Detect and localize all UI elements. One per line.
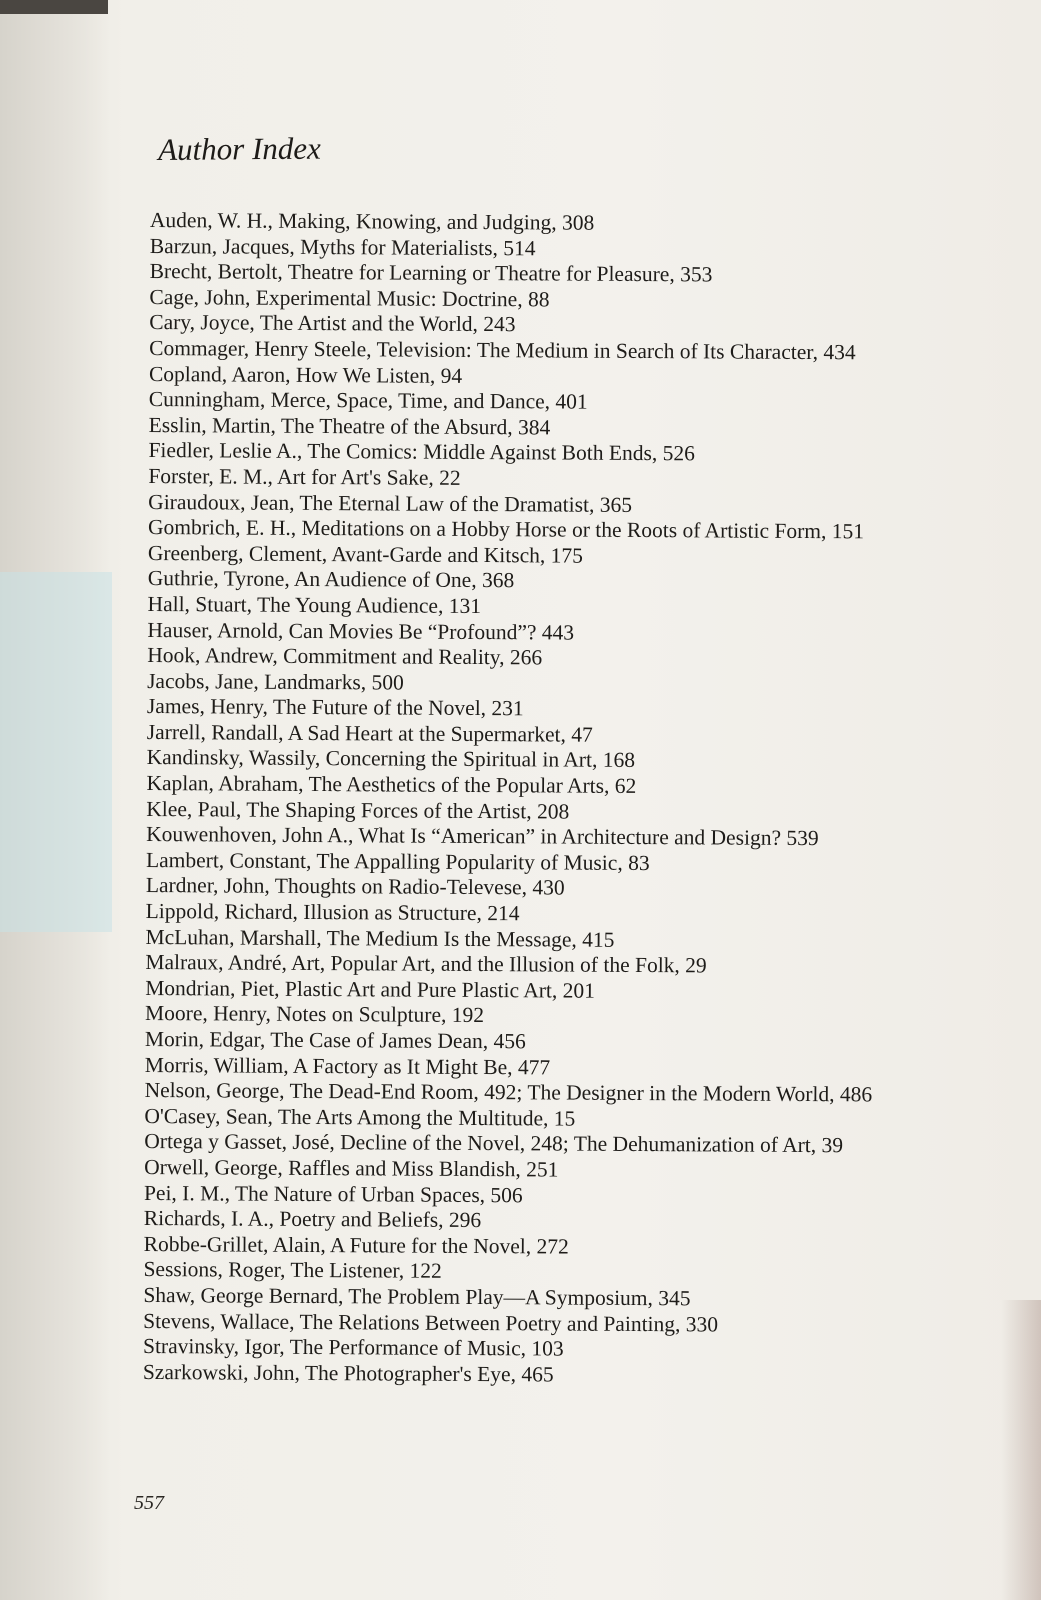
index-entry: James, Henry, The Future of the Novel, 231 — [146, 694, 524, 721]
page-edge-shadow — [1001, 1300, 1041, 1600]
index-entry: Shaw, George Bernard, The Problem Play—A Symposium, 345 — [143, 1282, 691, 1311]
index-entry: Morris, William, A Factory as It Might Be, 477 — [144, 1052, 551, 1080]
index-entry: Hauser, Arnold, Can Movies Be “Profound”? 443 — [147, 617, 575, 645]
index-entry: Cary, Joyce, The Artist and the World, 243 — [149, 310, 516, 337]
index-entry: Morin, Edgar, The Case of James Dean, 456 — [144, 1026, 526, 1054]
index-entry: Guthrie, Tyrone, An Audience of One, 368 — [147, 566, 515, 593]
index-entry: Stevens, Wallace, The Relations Between Poetry and Painting, 330 — [143, 1308, 719, 1337]
page-number: 557 — [134, 1492, 164, 1514]
index-entry: Ortega y Gasset, José, Decline of the Novel, 248; The Dehumanization of Art, 39 — [144, 1129, 844, 1158]
index-entry: Cage, John, Experimental Music: Doctrine, 88 — [149, 284, 550, 312]
index-entry: Mondrian, Piet, Plastic Art and Pure Plastic Art, 201 — [145, 975, 595, 1003]
index-entry: Kaplan, Abraham, The Aesthetics of the Popular Arts, 62 — [146, 771, 637, 799]
index-entry: Esslin, Martin, The Theatre of the Absurd, 384 — [148, 412, 551, 440]
index-entry: Robbe-Grillet, Alain, A Future for the Novel, 272 — [143, 1231, 569, 1259]
index-entry: Nelson, George, The Dead-End Room, 492; The Designer in the Modern World, 486 — [144, 1078, 873, 1107]
dark-margin-strip — [0, 0, 108, 14]
index-entry: Lippold, Richard, Illusion as Structure, 214 — [145, 899, 520, 926]
index-entry: Barzun, Jacques, Myths for Materialists, 514 — [149, 233, 536, 260]
index-entry: Szarkowski, John, The Photographer's Eye, 465 — [142, 1359, 554, 1387]
color-tint-area — [0, 572, 112, 932]
index-entry: Jacobs, Jane, Landmarks, 500 — [147, 668, 404, 695]
index-entry: Malraux, André, Art, Popular Art, and the Illusion of the Folk, 29 — [145, 950, 707, 978]
index-entry: Brecht, Bertolt, Theatre for Learning or Theatre for Pleasure, 353 — [149, 259, 713, 287]
index-entry: Lardner, John, Thoughts on Radio-Televese, 430 — [145, 873, 565, 900]
index-entry: Orwell, George, Raffles and Miss Blandish, 251 — [144, 1154, 559, 1182]
page-title: Author Index — [158, 130, 322, 167]
author-index-list — [143, 208, 958, 1390]
index-entry: O'Casey, Sean, The Arts Among the Multitude, 15 — [144, 1103, 576, 1131]
index-entry: Stravinsky, Igor, The Performance of Music, 103 — [142, 1334, 564, 1361]
index-entry: Giraudoux, Jean, The Eternal Law of the Dramatist, 365 — [148, 489, 633, 517]
index-entry: Hall, Stuart, The Young Audience, 131 — [147, 591, 482, 618]
index-entry: Kouwenhoven, John A., What Is “American” in Architecture and Design? 539 — [146, 822, 819, 851]
index-entry: Copland, Aaron, How We Listen, 94 — [148, 361, 463, 388]
index-entry: Gombrich, E. H., Meditations on a Hobby Horse or the Roots of Artistic Form, 151 — [147, 515, 865, 544]
index-entry: Greenberg, Clement, Avant-Garde and Kitsch, 175 — [147, 540, 584, 568]
index-entry: Klee, Paul, The Shaping Forces of the Artist, 208 — [146, 796, 570, 824]
index-entry: Commager, Henry Steele, Television: The Medium in Search of Its Character, 434 — [149, 335, 856, 365]
index-entry: Pei, I. M., The Nature of Urban Spaces, 506 — [143, 1180, 523, 1207]
index-entry: Hook, Andrew, Commitment and Reality, 266 — [147, 643, 543, 670]
index-entry: Fiedler, Leslie A., The Comics: Middle Against Both Ends, 526 — [148, 438, 695, 466]
index-entry: Lambert, Constant, The Appalling Popularity of Music, 83 — [145, 847, 650, 875]
index-entry: Kandinsky, Wassily, Concerning the Spiritual in Art, 168 — [146, 745, 636, 773]
index-entry: Sessions, Roger, The Listener, 122 — [143, 1257, 442, 1284]
index-entry: Moore, Henry, Notes on Sculpture, 192 — [145, 1001, 485, 1028]
index-entry: Cunningham, Merce, Space, Time, and Dance, 401 — [148, 387, 588, 414]
index-entry: McLuhan, Marshall, The Medium Is the Message, 415 — [145, 924, 615, 952]
index-entry: Auden, W. H., Making, Knowing, and Judging, 308 — [149, 208, 595, 235]
index-entry: Richards, I. A., Poetry and Beliefs, 296 — [143, 1206, 482, 1233]
index-entry: Forster, E. M., Art for Art's Sake, 22 — [148, 463, 461, 490]
index-entry: Jarrell, Randall, A Sad Heart at the Supermarket, 47 — [146, 719, 593, 747]
